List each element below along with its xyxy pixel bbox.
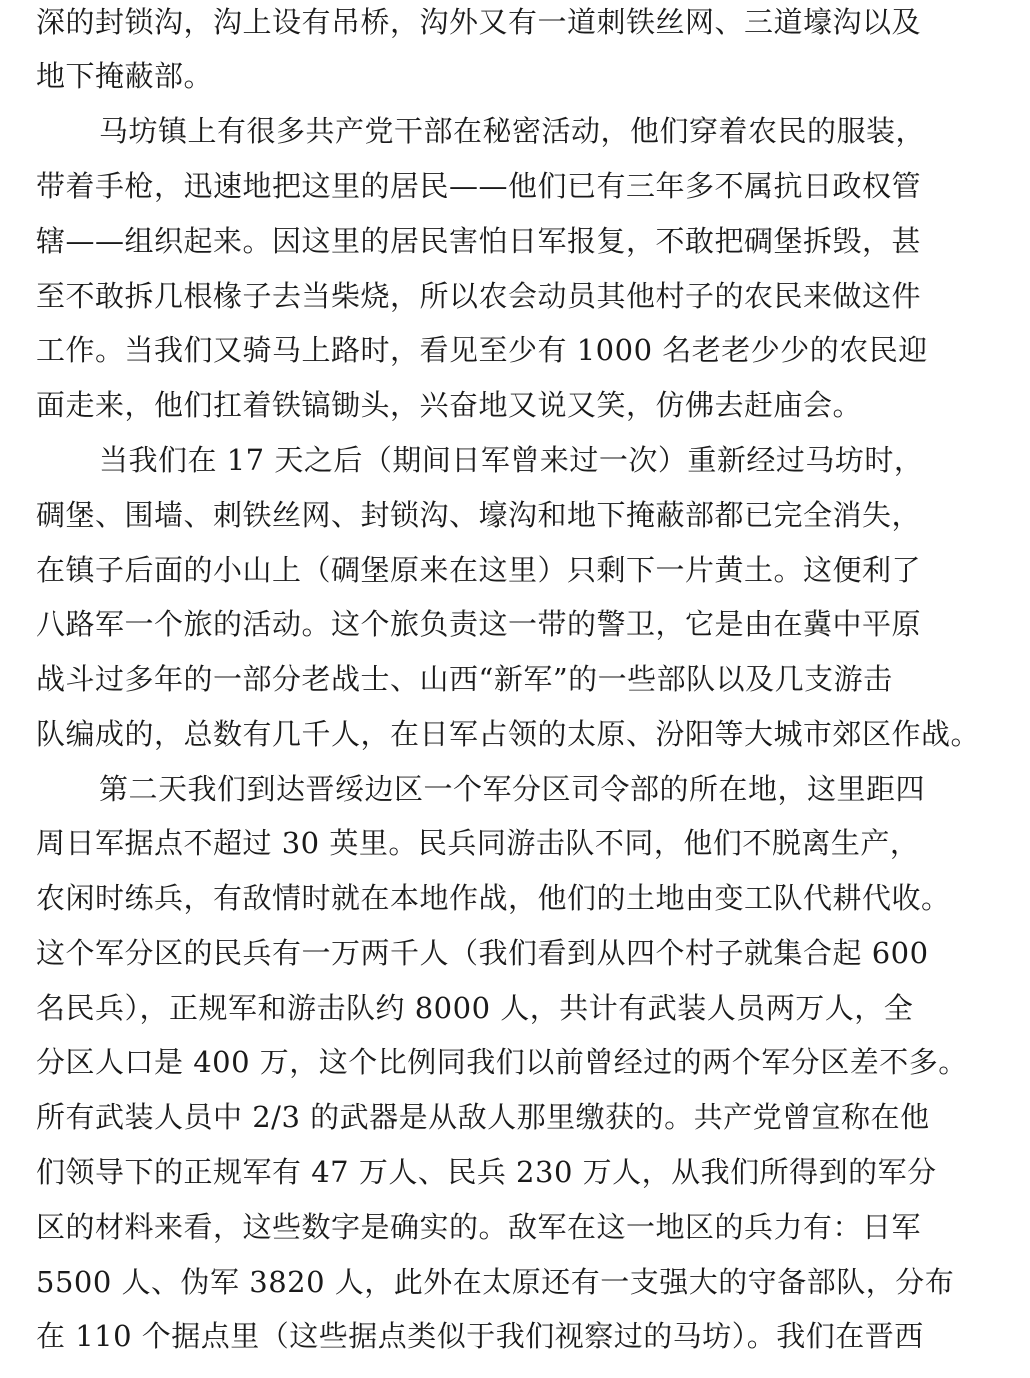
text-line: 工作。当我们又骑马上路时，看见至少有 1000 名老老少少的农民迎 [36, 333, 928, 367]
text-line: 地下掩蔽部。 [36, 59, 214, 93]
text-line: 碉堡、围墙、刺铁丝网、封锁沟、壕沟和地下掩蔽部都已完全消失， [36, 498, 922, 532]
text-line: 带着手枪，迅速地把这里的居民——他们已有三年多不属抗日政权管 [36, 169, 922, 203]
text-line: 在镇子后面的小山上（碉堡原来在这里）只剩下一片黄土。这便利了 [36, 553, 922, 587]
paragraph-start-line: 当我们在 17 天之后（期间日军曾来过一次）重新经过马坊时， [99, 443, 924, 477]
text-line: 深的封锁沟，沟上设有吊桥，沟外又有一道刺铁丝网、三道壕沟以及 [36, 5, 922, 39]
text-line: 在 110 个据点里（这些据点类似于我们视察过的马坊）。我们在晋西 [36, 1319, 924, 1353]
text-line: 们领导下的正规军有 47 万人、民兵 230 万人，从我们所得到的军分 [36, 1155, 937, 1189]
text-line: 区的材料来看，这些数字是确实的。敌军在这一地区的兵力有：日军 [36, 1210, 922, 1244]
paragraph-start-line: 第二天我们到达晋绥边区一个军分区司令部的所在地，这里距四 [99, 772, 926, 806]
text-line: 辖——组织起来。因这里的居民害怕日军报复，不敢把碉堡拆毁，甚 [36, 224, 922, 258]
paragraph-start-line: 马坊镇上有很多共产党干部在秘密活动，他们穿着农民的服装， [99, 114, 926, 148]
text-line: 所有武装人员中 2/3 的武器是从敌人那里缴获的。共产党曾宣称在他 [36, 1100, 930, 1134]
text-line: 队编成的，总数有几千人，在日军占领的太原、汾阳等大城市郊区作战。 [36, 717, 981, 751]
text-line: 名民兵），正规军和游击队约 8000 人，共计有武装人员两万人，全 [36, 991, 914, 1025]
text-line: 至不敢拆几根椽子去当柴烧，所以农会动员其他村子的农民来做这件 [36, 279, 922, 313]
text-line: 这个军分区的民兵有一万两千人（我们看到从四个村子就集合起 600 [36, 936, 929, 970]
text-line: 周日军据点不超过 30 英里。民兵同游击队不同，他们不脱离生产， [36, 826, 920, 860]
text-line: 面走来，他们扛着铁镐锄头，兴奋地又说又笑，仿佛去赶庙会。 [36, 388, 863, 422]
text-line: 5500 人、伪军 3820 人，此外在太原还有一支强大的守备部队，分布 [36, 1265, 955, 1299]
text-line: 八路军一个旅的活动。这个旅负责这一带的警卫，它是由在冀中平原 [36, 607, 922, 641]
text-line: 分区人口是 400 万，这个比例同我们以前曾经过的两个军分区差不多。 [36, 1045, 968, 1079]
text-line: 战斗过多年的一部分老战士、山西“新军”的一些部队以及几支游击 [36, 662, 893, 696]
text-line: 农闲时练兵，有敌情时就在本地作战，他们的土地由变工队代耕代收。 [36, 881, 951, 915]
